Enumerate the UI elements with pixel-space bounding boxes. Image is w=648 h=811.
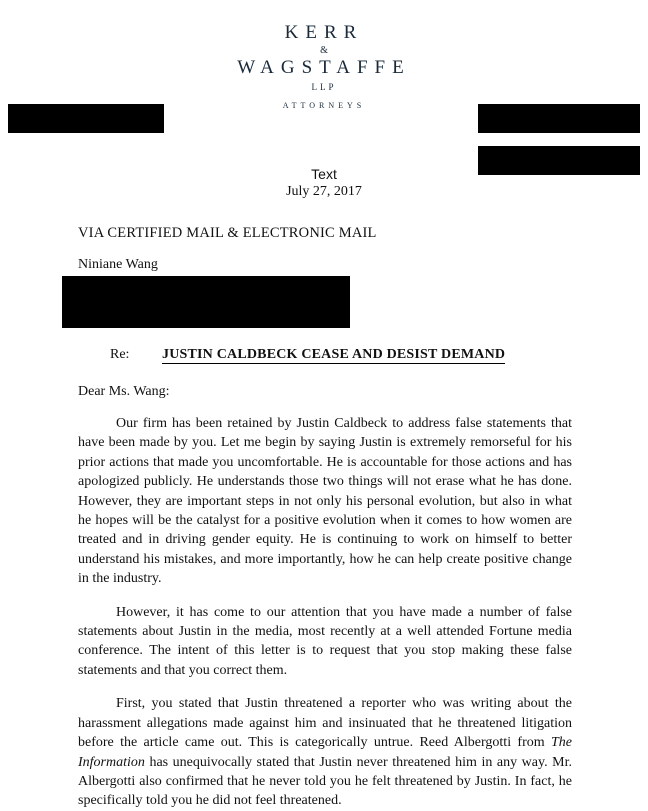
body-paragraph-2: However, it has come to our attention that you have made a number of false statements about Justin in the media, most recently at a well attended Fortune media conference. The intent of this letter is to request that you stop making these false statements and that you correct them. xyxy=(78,604,572,678)
text-label: Text xyxy=(311,166,337,182)
redaction-bar-left-header xyxy=(8,104,164,133)
letter-body xyxy=(78,414,572,811)
body-paragraph-1: Our firm has been retained by Justin Caldbeck to address false statements that have been made by you. Let me begin by saying Justin is extremely remorseful for his prior actions that made you uncomfortable. He is accountable for those actions and has apologized publicly. He understands those two things will not erase what he has done. However, they are important steps in not only his personal evolution, but also in what he hopes will be the catalyst for a positive evolution when it comes to how women are treated and in driving gender equity. He is continuing to work on himself to better understand his mistakes, and more importantly, how he can help create positive change in the industry. xyxy=(78,416,572,587)
recipient-name: Niniane Wang xyxy=(78,257,158,272)
letterhead xyxy=(0,22,648,110)
body-paragraph-3-italic: The Information xyxy=(78,735,572,770)
re-label: Re: xyxy=(110,347,130,362)
firm-tagline: ATTORNEYS xyxy=(282,101,366,110)
firm-name-line-2: WAGSTAFFE xyxy=(237,57,411,78)
re-line xyxy=(110,347,570,363)
redaction-bar-recipient-address xyxy=(62,276,350,328)
salutation: Dear Ms. Wang: xyxy=(78,384,170,399)
delivery-method-line: VIA CERTIFIED MAIL & ELECTRONIC MAIL xyxy=(78,225,377,241)
firm-name-ampersand: & xyxy=(320,45,328,56)
body-paragraph-3-part-2: has unequivocally stated that Justin never threatened him in any way. Mr. Albergotti also confirmed that he never told you he felt threatened by Justin. In fact, he specifically told you he did not feel threatened. xyxy=(78,754,572,809)
body-paragraph-3 xyxy=(78,694,572,810)
redaction-bar-right-header-top xyxy=(478,104,640,133)
letter-date: July 27, 2017 xyxy=(286,184,362,199)
firm-suffix: LLP xyxy=(311,82,337,92)
re-subject: JUSTIN CALDBECK CEASE AND DESIST DEMAND xyxy=(162,347,506,362)
firm-name-line-1: KERR xyxy=(284,22,364,43)
body-paragraph-3-part-1: First, you stated that Justin threatened a reporter who was writing about the harassment allegations made against him and insinuated that he threatened litigation before the article came out. This is categorically untrue. Reed Albergotti from xyxy=(78,696,572,751)
